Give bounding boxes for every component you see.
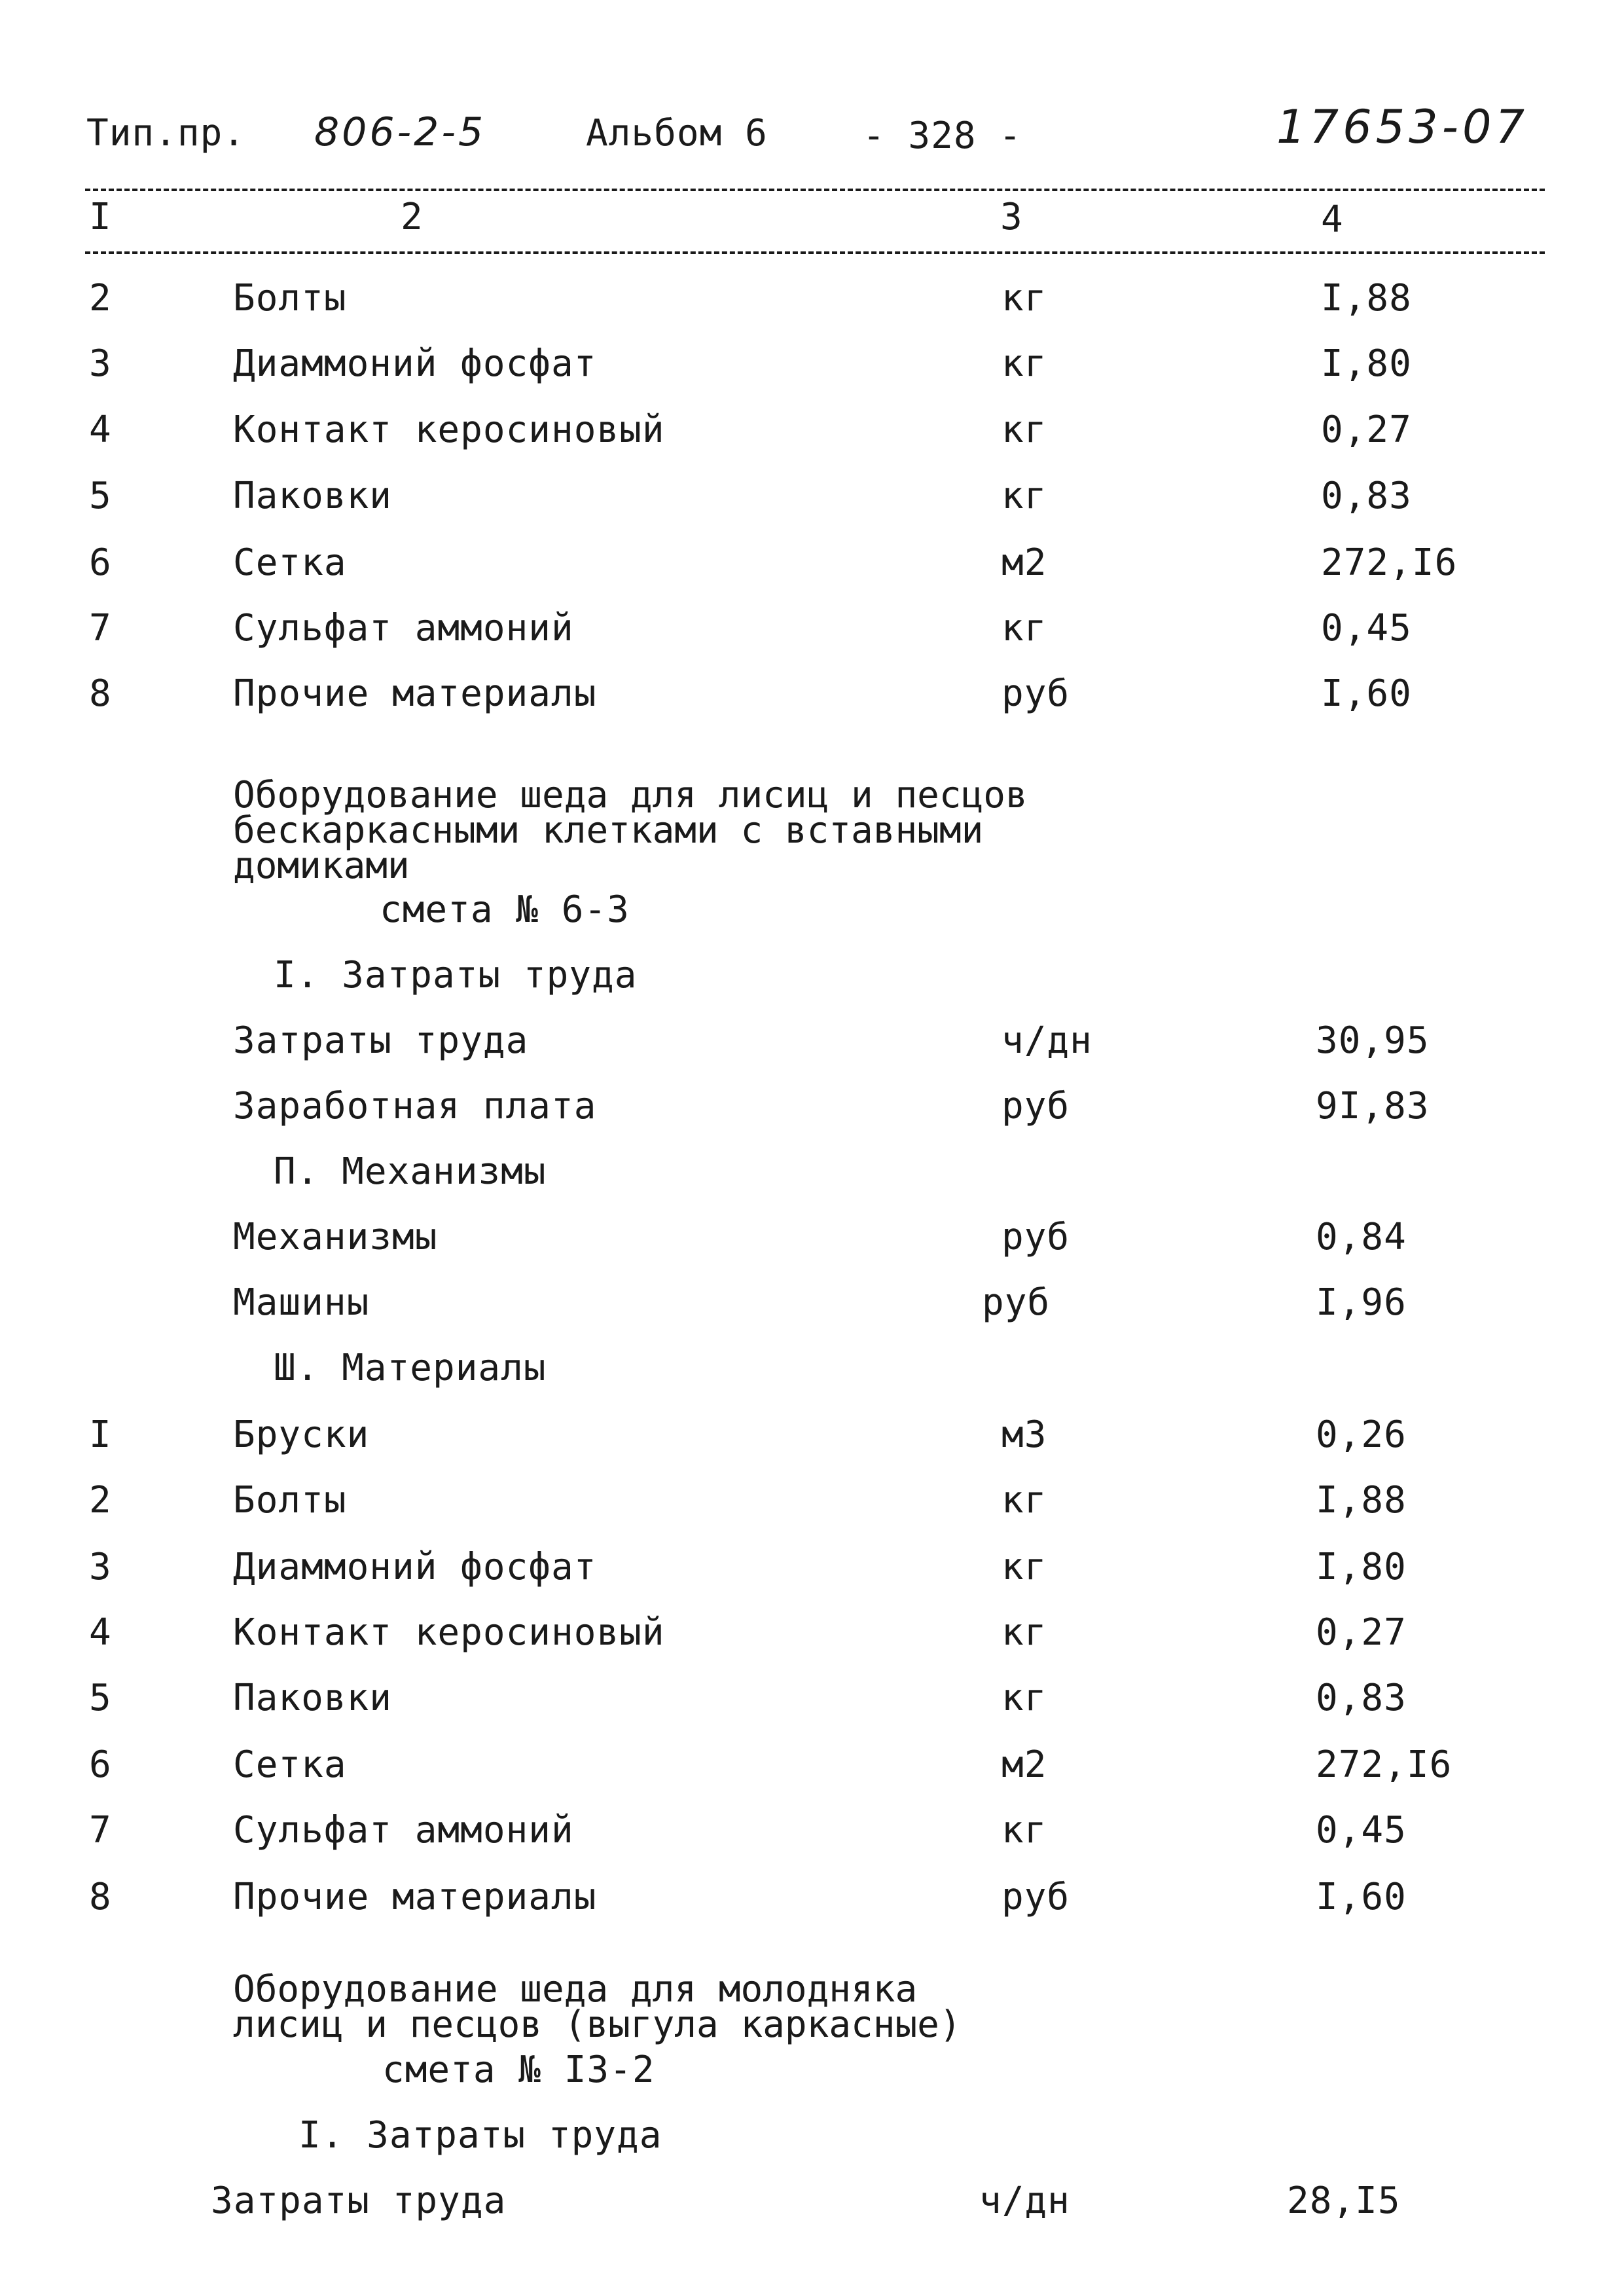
column-header-4: 4 (1321, 198, 1344, 241)
row-number: 6 (89, 541, 112, 584)
row-unit: руб (1001, 672, 1070, 715)
row-unit: м2 (1001, 1743, 1047, 1786)
header-rule-top (85, 189, 1545, 191)
row-number: 3 (89, 1546, 112, 1588)
row-name: Сульфат аммоний (233, 1809, 574, 1852)
row-number: 8 (89, 1876, 112, 1918)
row-name: Заработная плата (233, 1085, 597, 1127)
row-unit: кг (1001, 409, 1047, 451)
section-title-line: Оборудование шеда для лисиц и песцов (233, 774, 1028, 816)
row-number: 2 (89, 1479, 112, 1522)
row-unit: руб (1001, 1876, 1070, 1918)
row-name: Паковки (233, 1677, 393, 1719)
estimate-number: смета № 6-3 (380, 888, 630, 931)
row-number: 7 (89, 607, 112, 649)
row-unit: руб (1001, 1216, 1070, 1258)
row-name: Затраты труда (211, 2180, 507, 2222)
section-title-line: Оборудование шеда для молодняка (233, 1968, 918, 2011)
album-label: Альбом 6 (586, 112, 768, 155)
row-name: Затраты труда (233, 1019, 529, 1062)
row-number: 2 (89, 277, 112, 319)
subsection-heading-materials: Ш. Материалы (274, 1347, 547, 1389)
row-value: 0,27 (1316, 1611, 1407, 1654)
row-name: Паковки (233, 475, 393, 517)
row-value: 0,83 (1316, 1677, 1407, 1719)
row-value: I,88 (1321, 277, 1412, 319)
subsection-heading-labor: I. Затраты труда (274, 954, 638, 996)
row-value: I,80 (1321, 342, 1412, 385)
row-unit: кг (1001, 1479, 1047, 1522)
row-unit: кг (1001, 277, 1047, 319)
row-name: Болты (233, 1479, 347, 1522)
row-unit: кг (1001, 475, 1047, 517)
subsection-heading-labor: I. Затраты труда (298, 2114, 662, 2157)
section-title (233, 774, 1028, 887)
row-value: I,88 (1316, 1479, 1407, 1522)
header-rule-bottom (85, 251, 1545, 254)
row-unit: кг (1001, 607, 1047, 649)
row-value: 0,27 (1321, 409, 1412, 451)
row-value: 0,83 (1321, 475, 1412, 517)
row-number: I (89, 1414, 112, 1456)
row-value: I,60 (1321, 672, 1412, 715)
row-number: 5 (89, 1677, 112, 1719)
row-name: Контакт керосиновый (233, 1611, 665, 1654)
row-unit: руб (1001, 1085, 1070, 1127)
row-name: Сетка (233, 541, 347, 584)
subsection-heading-mechanisms: П. Механизмы (274, 1150, 547, 1193)
section-title-line: домиками (233, 845, 410, 887)
row-unit: м2 (1001, 541, 1047, 584)
row-number: 4 (89, 409, 112, 451)
row-name: Диаммоний фосфат (233, 342, 597, 385)
column-header-2: 2 (401, 196, 424, 238)
row-name: Прочие материалы (233, 672, 597, 715)
row-value: 28,I5 (1287, 2180, 1401, 2222)
row-value: 272,I6 (1321, 541, 1458, 584)
section-title-line: лисиц и песцов (выгула каркасные) (233, 2003, 962, 2046)
row-value: I,80 (1316, 1546, 1407, 1588)
row-value: 0,45 (1321, 607, 1412, 649)
row-unit: кг (1001, 1677, 1047, 1719)
row-value: I,60 (1316, 1876, 1407, 1918)
row-number: 4 (89, 1611, 112, 1654)
estimate-number: смета № I3-2 (382, 2049, 655, 2091)
row-unit: ч/дн (979, 2180, 1070, 2222)
row-unit: м3 (1001, 1414, 1047, 1456)
row-value: 9I,83 (1316, 1085, 1430, 1127)
row-value: 0,45 (1316, 1809, 1407, 1852)
row-name: Бруски (233, 1414, 370, 1456)
row-unit: руб (982, 1281, 1051, 1324)
row-value: 0,26 (1316, 1414, 1407, 1456)
row-name: Болты (233, 277, 347, 319)
row-unit: кг (1001, 1611, 1047, 1654)
row-number: 6 (89, 1743, 112, 1786)
row-name: Механизмы (233, 1216, 438, 1258)
row-value: 30,95 (1316, 1019, 1430, 1062)
row-value: 272,I6 (1316, 1743, 1453, 1786)
column-header-3: 3 (1000, 196, 1023, 238)
row-unit: ч/дн (1001, 1019, 1092, 1062)
row-unit: кг (1001, 1546, 1047, 1588)
row-name: Сульфат аммоний (233, 607, 574, 649)
row-name: Прочие материалы (233, 1876, 597, 1918)
row-number: 7 (89, 1809, 112, 1852)
row-name: Машины (233, 1281, 370, 1324)
row-unit: кг (1001, 1809, 1047, 1852)
section-title (233, 1968, 962, 2046)
row-number: 5 (89, 475, 112, 517)
row-value: I,96 (1316, 1281, 1407, 1324)
row-name: Диаммоний фосфат (233, 1546, 597, 1588)
row-unit: кг (1001, 342, 1047, 385)
row-name: Контакт керосиновый (233, 409, 665, 451)
section-title-line: бескаркасными клетками с вставными (233, 809, 984, 852)
tip-label: Тип.пр. (86, 112, 246, 155)
tip-code: 806-2-5 (314, 109, 486, 155)
row-name: Сетка (233, 1743, 347, 1786)
row-value: 0,84 (1316, 1216, 1407, 1258)
page-number: - 328 - (863, 115, 1022, 157)
row-number: 3 (89, 342, 112, 385)
column-header-1: I (89, 196, 112, 238)
document-number: 17653-07 (1276, 100, 1529, 154)
row-number: 8 (89, 672, 112, 715)
